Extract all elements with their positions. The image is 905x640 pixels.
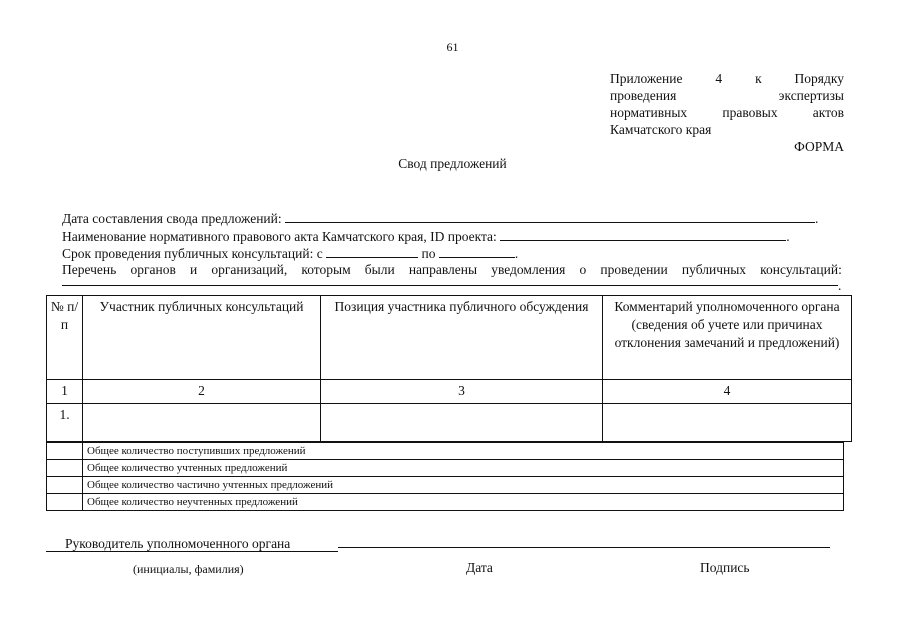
table-row: 1. xyxy=(47,404,852,442)
totals-row: Общее количество частично учтенных предложений xyxy=(47,477,844,494)
document-title: Свод предложений xyxy=(398,156,507,171)
signature-line[interactable] xyxy=(338,547,830,548)
act-blank[interactable] xyxy=(500,228,786,241)
period-from-blank[interactable] xyxy=(326,245,418,258)
appendix-line-2: проведения экспертизы xyxy=(610,88,844,103)
table-header-row xyxy=(47,296,852,380)
totals-row: Общее количество неучтенных предложений xyxy=(47,494,844,511)
caption-name: (инициалы, фамилия) xyxy=(133,562,244,576)
header-participant: Участник публичных консультаций xyxy=(83,296,321,380)
form-label: ФОРМА xyxy=(794,139,844,154)
totals-table xyxy=(46,442,844,511)
signature-label: Руководитель уполномоченного органа xyxy=(65,536,291,551)
appendix-line-1: Приложение 4 к Порядку xyxy=(610,71,844,86)
position-cell[interactable] xyxy=(321,404,603,442)
appendix-line-3: нормативных правовых актов xyxy=(610,105,844,120)
totals-row: Общее количество учтенных предложений xyxy=(47,460,844,477)
totals-row: Общее количество поступивших предложений xyxy=(47,443,844,460)
table-numbering-row: 1 2 3 4 xyxy=(47,380,852,404)
signature-name-line xyxy=(46,551,338,552)
page-number: 61 xyxy=(446,40,459,54)
header-comment: Комментарий уполномоченного органа (сведения об учете или причинах отклонения замечаний и предложений) xyxy=(603,296,852,380)
period-field: Срок проведения публичных консультаций: с по . xyxy=(62,246,519,261)
act-field: Наименование нормативного правового акта Камчатского края, ID проекта: . xyxy=(62,229,790,244)
period-to-blank[interactable] xyxy=(439,245,515,258)
orgs-field: Перечень органов и организаций, которым были направлены уведомления о проведении публичных консультаций: xyxy=(62,262,842,277)
appendix-line-4: Камчатского края xyxy=(610,122,712,137)
caption-date: Дата xyxy=(466,560,493,575)
orgs-blank[interactable] xyxy=(62,285,838,286)
header-number: № п/п xyxy=(47,296,83,380)
participant-cell[interactable] xyxy=(83,404,321,442)
header-position: Позиция участника публичного обсуждения xyxy=(321,296,603,380)
proposals-table xyxy=(46,295,852,442)
caption-sign: Подпись xyxy=(700,560,750,575)
date-field: Дата составления свода предложений: . xyxy=(62,211,819,226)
comment-cell[interactable] xyxy=(603,404,852,442)
date-blank[interactable] xyxy=(285,210,815,223)
appendix-note xyxy=(610,70,844,138)
